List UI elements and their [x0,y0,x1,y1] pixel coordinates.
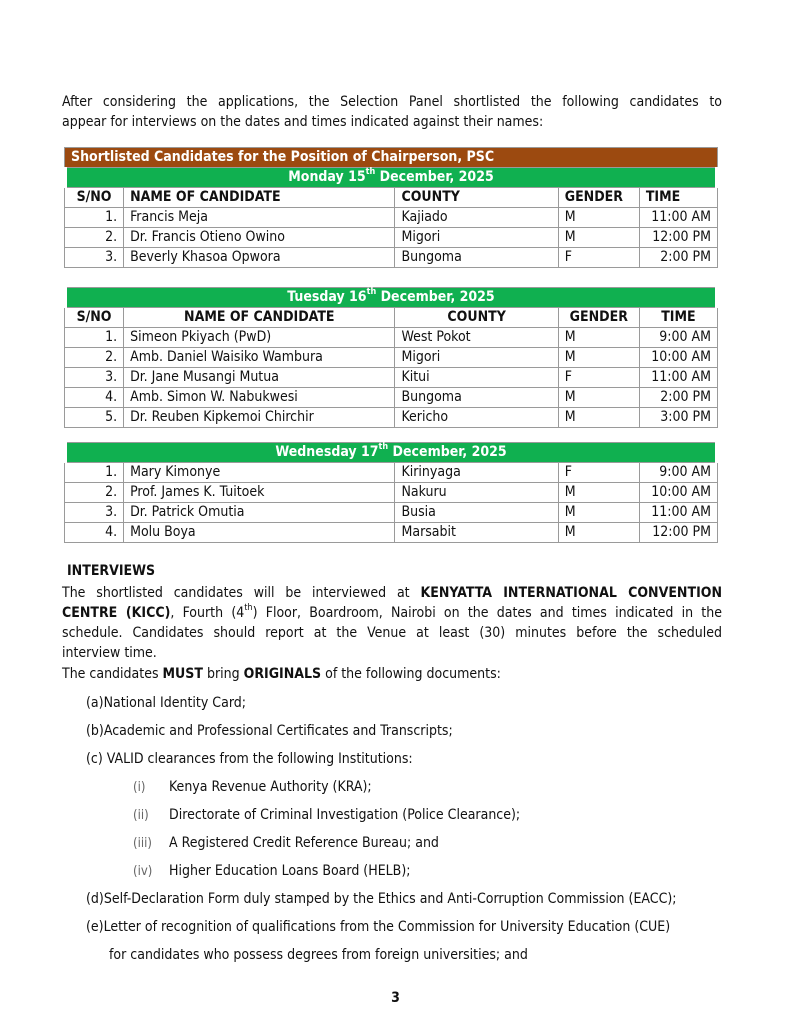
candidate-row [65,328,718,348]
cell-sno: 4. [65,523,124,543]
cell-name: Dr. Jane Musangi Mutua [124,368,395,388]
interviews-heading: INTERVIEWS [67,563,156,579]
cell-gender: M [558,388,639,408]
cell-time: 9:00 AM [639,328,717,348]
col-sno: S/NO [65,188,124,208]
clearance-item-iv: (iv) Higher Education Loans Board (HELB); [133,863,411,879]
cell-gender: M [558,328,639,348]
cell-time: 10:00 AM [639,348,717,368]
cell-name: Dr. Reuben Kipkemoi Chirchir [124,408,395,428]
cell-name: Mary Kimonye [124,463,395,483]
cell-sno: 2. [65,483,124,503]
candidate-row [65,348,718,368]
cell-gender: F [558,248,639,268]
cell-gender: M [558,523,639,543]
cell-time: 9:00 AM [639,463,717,483]
cell-gender: M [558,208,639,228]
cell-county: Kericho [395,408,558,428]
cell-county: Kitui [395,368,558,388]
cell-county: Busia [395,503,558,523]
col-time: TIME [639,308,717,328]
table-title: Shortlisted Candidates for the Position of Chairperson, PSC [65,148,718,168]
intro-paragraph [62,92,722,132]
cell-name: Dr. Patrick Omutia [124,503,395,523]
document-item-e-continued: for candidates who possess degrees from foreign universities; and [109,947,528,963]
document-item-e: (e)Letter of recognition of qualifications from the Commission for University Education (CUE) [86,919,671,935]
cell-county: Bungoma [395,388,558,408]
cell-sno: 3. [65,248,124,268]
cell-gender: M [558,408,639,428]
cell-sno: 4. [65,388,124,408]
candidate-row [65,503,718,523]
cell-sno: 2. [65,348,124,368]
intro-line-2: appear for interviews on the dates and times indicated against their names: [62,114,544,130]
intro-line-1: After considering the applications, the Selection Panel shortlisted the following candidates to [62,94,722,110]
cell-name: Beverly Khasoa Opwora [124,248,395,268]
candidate-row [65,228,718,248]
clearance-item-i: (i) Kenya Revenue Authority (KRA); [133,779,372,795]
cell-sno: 1. [65,463,124,483]
document-item-b: (b)Academic and Professional Certificates and Transcripts; [86,723,453,739]
cell-name: Dr. Francis Otieno Owino [124,228,395,248]
col-name: NAME OF CANDIDATE [124,188,395,208]
col-gender: GENDER [558,308,639,328]
col-county: COUNTY [395,188,558,208]
cell-gender: M [558,228,639,248]
document-item-c: (c) VALID clearances from the following Institutions: [86,751,413,767]
cell-county: Kirinyaga [395,463,558,483]
clearance-item-iii: (iii) A Registered Credit Reference Bureau; and [133,835,439,851]
cell-time: 2:00 PM [639,388,717,408]
document-item-d: (d)Self-Declaration Form duly stamped by the Ethics and Anti-Corruption Commission (EACC); [86,891,677,907]
cell-sno: 5. [65,408,124,428]
cell-time: 11:00 AM [639,208,717,228]
column-header-row [65,308,718,328]
page-number: 3 [391,990,400,1006]
interviews-paragraph: The shortlisted candidates will be interviewed at KENYATTA INTERNATIONAL CONVENTION CENTRE (KICC), Fourth (4th) Floor, Boardroom, Nairobi on the dates and times indicated in the schedule. Candidates should report at the Venue at least (30) minutes before the scheduled interview time. [62,585,722,661]
candidate-row [65,463,718,483]
cell-name: Francis Meja [124,208,395,228]
cell-time: 10:00 AM [639,483,717,503]
cell-county: Bungoma [395,248,558,268]
cell-name: Prof. James K. Tuitoek [124,483,395,503]
cell-sno: 3. [65,503,124,523]
candidate-row [65,388,718,408]
candidate-row [65,368,718,388]
cell-sno: 1. [65,208,124,228]
cell-name: Molu Boya [124,523,395,543]
col-gender: GENDER [558,188,639,208]
must-bring-paragraph: The candidates MUST bring ORIGINALS of the following documents: [62,666,501,682]
cell-time: 3:00 PM [639,408,717,428]
document-item-a: (a)National Identity Card; [86,695,246,711]
cell-county: Migori [395,228,558,248]
cell-sno: 3. [65,368,124,388]
day-header-tuesday: Tuesday 16th December, 2025 [65,288,718,308]
cell-gender: F [558,368,639,388]
day-header-monday: Monday 15th December, 2025 [65,168,718,188]
schedule-table-wednesday [62,442,720,543]
cell-time: 12:00 PM [639,523,717,543]
candidate-row [65,248,718,268]
cell-name: Amb. Daniel Waisiko Wambura [124,348,395,368]
clearance-item-ii: (ii) Directorate of Criminal Investigation (Police Clearance); [133,807,521,823]
cell-gender: M [558,483,639,503]
candidate-row [65,523,718,543]
cell-name: Amb. Simon W. Nabukwesi [124,388,395,408]
col-county: COUNTY [395,308,558,328]
col-time: TIME [639,188,717,208]
cell-county: Migori [395,348,558,368]
cell-county: Kajiado [395,208,558,228]
cell-county: West Pokot [395,328,558,348]
candidate-row [65,408,718,428]
candidate-row [65,208,718,228]
cell-time: 11:00 AM [639,503,717,523]
cell-name: Simeon Pkiyach (PwD) [124,328,395,348]
cell-county: Marsabit [395,523,558,543]
schedule-table-tuesday [62,287,720,428]
col-sno: S/NO [65,308,124,328]
cell-gender: M [558,348,639,368]
cell-gender: F [558,463,639,483]
cell-time: 11:00 AM [639,368,717,388]
cell-gender: M [558,503,639,523]
schedule-table-monday [62,147,720,268]
day-header-wednesday: Wednesday 17th December, 2025 [65,443,718,463]
cell-time: 12:00 PM [639,228,717,248]
column-header-row [65,188,718,208]
cell-sno: 2. [65,228,124,248]
cell-time: 2:00 PM [639,248,717,268]
cell-county: Nakuru [395,483,558,503]
cell-sno: 1. [65,328,124,348]
candidate-row [65,483,718,503]
col-name: NAME OF CANDIDATE [124,308,395,328]
